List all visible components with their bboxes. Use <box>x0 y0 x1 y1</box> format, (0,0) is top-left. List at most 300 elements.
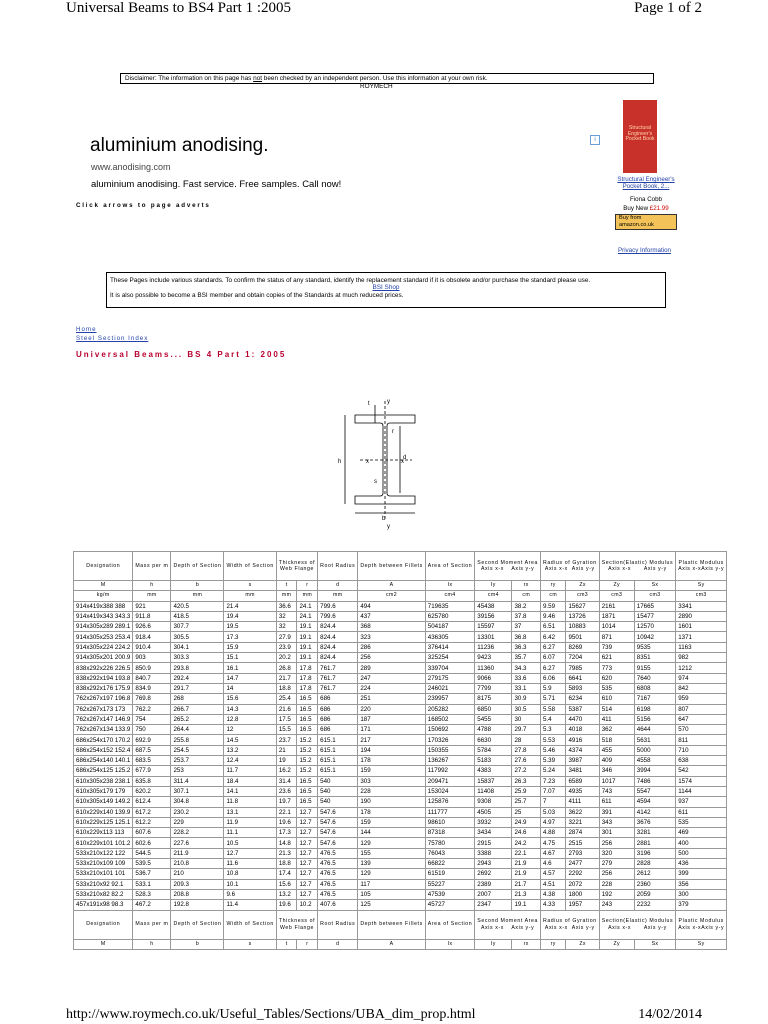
table-cell: 10883 <box>566 622 599 632</box>
table-cell: 12.7 <box>297 807 318 817</box>
table-cell: 6198 <box>634 704 675 714</box>
table-cell: 159 <box>358 817 425 827</box>
designation-cell: 762x267x147 146.9 <box>74 714 133 724</box>
table-cell: 2692 <box>475 869 512 879</box>
table-cell: 32 <box>276 622 297 632</box>
header-unit-cell: cm3 <box>599 591 634 601</box>
table-cell: 2915 <box>475 838 512 848</box>
table-cell: 14 <box>224 683 276 693</box>
table-cell: 20.2 <box>276 653 297 663</box>
table-cell: 45727 <box>425 900 474 910</box>
table-cell: 19.5 <box>224 622 276 632</box>
table-cell: 23.9 <box>276 642 297 652</box>
designation-cell: 610x229x125 125.1 <box>74 817 133 827</box>
footer-symbol-cell: M <box>74 939 133 949</box>
table-cell: 5631 <box>634 735 675 745</box>
table-cell: 769.8 <box>133 694 171 704</box>
table-cell: 16.5 <box>297 714 318 724</box>
table-cell: 799.6 <box>318 611 358 621</box>
table-cell: 750 <box>133 725 171 735</box>
designation-cell: 610x305x179 179 <box>74 786 133 796</box>
table-cell: 542 <box>676 766 727 776</box>
table-cell: 30.9 <box>512 694 541 704</box>
designation-cell: 762x267x173 173 <box>74 704 133 714</box>
column-sub-label: Axis x-x <box>608 566 632 572</box>
footer-column-header <box>676 910 727 939</box>
table-cell: 420.5 <box>171 601 224 611</box>
header-unit-cell: cm3 <box>676 591 727 601</box>
table-cell: 10.2 <box>297 900 318 910</box>
table-cell: 926.6 <box>133 622 171 632</box>
table-cell: 11.4 <box>224 900 276 910</box>
table-cell: 7985 <box>566 663 599 673</box>
table-cell: 253 <box>171 766 224 776</box>
table-row <box>74 601 727 611</box>
table-cell: 824.4 <box>318 642 358 652</box>
table-cell: 8175 <box>475 694 512 704</box>
table-cell: 504187 <box>425 622 474 632</box>
table-cell: 27.2 <box>512 766 541 776</box>
table-cell: 37.8 <box>512 611 541 621</box>
advert-banner[interactable] <box>80 133 600 195</box>
footer-symbol-cell: r <box>297 939 318 949</box>
table-cell: 19.1 <box>297 632 318 642</box>
table-cell: 5.03 <box>540 807 566 817</box>
table-cell: 719635 <box>425 601 474 611</box>
table-cell: 168502 <box>425 714 474 724</box>
table-cell: 5.4 <box>540 714 566 724</box>
table-cell: 687.5 <box>133 745 171 755</box>
table-cell: 150692 <box>425 725 474 735</box>
table-cell: 15.2 <box>297 745 318 755</box>
table-cell: 307.7 <box>171 622 224 632</box>
column-group-label: Second Moment Area <box>477 918 538 925</box>
bsi-shop-link[interactable]: BSI Shop <box>372 284 400 292</box>
table-cell: 2612 <box>634 869 675 879</box>
table-cell: 5.3 <box>540 725 566 735</box>
table-cell: 19.6 <box>276 817 297 827</box>
table-cell: 621 <box>599 653 634 663</box>
table-cell: 105 <box>358 889 425 899</box>
table-cell: 150355 <box>425 745 474 755</box>
header-symbol-cell: Iy <box>475 581 512 591</box>
table-cell: 12.7 <box>297 817 318 827</box>
table-cell: 254.5 <box>171 745 224 755</box>
header-column-header: Designation <box>74 552 133 581</box>
advert-url[interactable]: www.anodising.com <box>91 162 171 172</box>
table-cell: 5893 <box>566 683 599 693</box>
table-cell: 13.2 <box>224 745 276 755</box>
table-cell: 15627 <box>566 601 599 611</box>
designation-cell: 914x305x289 289.1 <box>74 622 133 632</box>
table-cell: 29.7 <box>512 725 541 735</box>
table-cell: 17.8 <box>297 673 318 683</box>
table-cell: 220 <box>358 704 425 714</box>
table-cell: 4383 <box>475 766 512 776</box>
table-cell: 2515 <box>566 838 599 848</box>
table-cell: 2793 <box>566 848 599 858</box>
column-sub-label: Flange <box>294 566 315 572</box>
table-cell: 617.2 <box>133 807 171 817</box>
table-cell: 32 <box>276 611 297 621</box>
table-cell: 540 <box>318 797 358 807</box>
table-cell: 3987 <box>566 756 599 766</box>
table-cell: 15597 <box>475 622 512 632</box>
page-title: Universal Beams... BS 4 Part 1: 2005 <box>76 350 287 359</box>
table-cell: 2881 <box>634 838 675 848</box>
table-cell: 14.5 <box>224 735 276 745</box>
page-header-title: Universal Beams to BS4 Part 1 :2005 <box>66 0 291 16</box>
table-cell: 12.7 <box>297 869 318 879</box>
table-cell: 1800 <box>566 889 599 899</box>
table-cell: 11.9 <box>224 817 276 827</box>
table-cell: 7640 <box>634 673 675 683</box>
table-cell: 36.6 <box>276 601 297 611</box>
header-symbol-cell: b <box>171 581 224 591</box>
table-cell: 12.7 <box>297 828 318 838</box>
table-cell: 25 <box>512 807 541 817</box>
column-sub-labels <box>543 925 597 931</box>
table-cell: 1601 <box>676 622 727 632</box>
table-cell: 14.1 <box>224 786 276 796</box>
table-cell: 311.4 <box>171 776 224 786</box>
table-cell: 761.7 <box>318 673 358 683</box>
header-column-header: Width of Section <box>224 552 276 581</box>
table-cell: 3341 <box>676 601 727 611</box>
footer-symbol-cell: d <box>318 939 358 949</box>
table-cell: 692.9 <box>133 735 171 745</box>
designation-cell: 533x210x122 122 <box>74 848 133 858</box>
table-cell: 12.7 <box>224 848 276 858</box>
table-cell: 5.46 <box>540 745 566 755</box>
header-symbol-cell: Sx <box>634 581 675 591</box>
i-beam-section-diagram <box>330 393 440 541</box>
table-cell: 16.5 <box>297 704 318 714</box>
column-sub-label: Axis x-x <box>480 924 504 931</box>
designation-cell: 914x305x253 253.4 <box>74 632 133 642</box>
designation-cell: 686x254x125 125.2 <box>74 766 133 776</box>
table-cell: 323 <box>358 632 425 642</box>
table-cell: 256 <box>599 869 634 879</box>
column-sub-label: Axis x-x <box>480 566 504 572</box>
table-cell: 178 <box>358 756 425 766</box>
book-price <box>610 205 682 212</box>
table-cell: 436305 <box>425 632 474 642</box>
table-cell: 547.6 <box>318 838 358 848</box>
table-cell: 325254 <box>425 653 474 663</box>
page-number: Page 1 of 2 <box>634 0 702 16</box>
table-cell: 17665 <box>634 601 675 611</box>
header-column-header: Area of Section <box>425 552 474 581</box>
table-row <box>74 869 727 879</box>
table-cell: 33.1 <box>512 683 541 693</box>
standards-notice-text: These Pages include various standards. To confirm the status of any standard, identify the replacement standard if it is obsolete and/or purchase the standard please use. <box>110 277 591 284</box>
table-cell: 24.2 <box>512 838 541 848</box>
table-cell: 6234 <box>566 694 599 704</box>
table-cell: 17.8 <box>297 683 318 693</box>
table-cell: 3932 <box>475 817 512 827</box>
page-url: http://www.roymech.co.uk/Useful_Tables/Sections/UBA_dim_prop.html <box>66 1007 476 1022</box>
table-cell: 761.7 <box>318 683 358 693</box>
table-cell: 677.9 <box>133 766 171 776</box>
privacy-information-link[interactable]: Privacy Information <box>618 247 671 254</box>
column-group-label: Plastic Modulus <box>678 559 724 566</box>
designation-cell: 610x229x101 101.2 <box>74 838 133 848</box>
table-cell: 247 <box>358 673 425 683</box>
table-cell: 117992 <box>425 766 474 776</box>
table-cell: 66822 <box>425 859 474 869</box>
buy-from-amazon-button[interactable]: Buy from amazon.co.uk <box>615 214 677 230</box>
table-cell: 26.8 <box>276 663 297 673</box>
table-cell: 31.4 <box>276 776 297 786</box>
table-cell: 27.9 <box>276 632 297 642</box>
table-cell: 15.9 <box>224 642 276 652</box>
table-cell: 144 <box>358 828 425 838</box>
designation-cell: 533x210x109 109 <box>74 859 133 869</box>
table-row <box>74 673 727 683</box>
table-cell: 391 <box>599 807 634 817</box>
table-cell: 10.1 <box>224 879 276 889</box>
table-cell: 1014 <box>599 622 634 632</box>
table-cell: 26.3 <box>512 776 541 786</box>
table-cell: 7204 <box>566 653 599 663</box>
header-unit-cell: cm4 <box>425 591 474 601</box>
table-cell: 2360 <box>634 879 675 889</box>
table-cell: 3676 <box>634 817 675 827</box>
table-cell: 37 <box>512 622 541 632</box>
table-cell: 117 <box>358 879 425 889</box>
table-cell: 286 <box>358 642 425 652</box>
table-cell: 469 <box>676 828 727 838</box>
table-cell: 5.53 <box>540 735 566 745</box>
table-cell: 3481 <box>566 766 599 776</box>
table-cell: 15477 <box>634 611 675 621</box>
book-cover-image[interactable] <box>623 100 657 173</box>
table-row <box>74 683 727 693</box>
table-cell: 4.67 <box>540 848 566 858</box>
table-cell: 8351 <box>634 653 675 663</box>
header-column-header <box>599 552 676 581</box>
footer-symbol-cell: Iy <box>475 939 512 949</box>
column-sub-label: Axis y-y <box>643 924 667 931</box>
table-cell: 346 <box>599 766 634 776</box>
table-cell: 5387 <box>566 704 599 714</box>
table-cell: 98610 <box>425 817 474 827</box>
table-cell: 9.46 <box>540 611 566 621</box>
table-cell: 6589 <box>566 776 599 786</box>
table-cell: 540 <box>318 786 358 796</box>
table-row <box>74 642 727 652</box>
table-cell: 35.7 <box>512 653 541 663</box>
table-cell: 253.7 <box>171 756 224 766</box>
table-cell: 743 <box>599 786 634 796</box>
table-cell: 25.9 <box>512 786 541 796</box>
book-title-link[interactable]: Structural Engineer's Pocket Book, 2... <box>617 176 675 190</box>
column-sub-labels <box>477 566 538 572</box>
table-cell: 400 <box>676 838 727 848</box>
table-cell: 6.51 <box>540 622 566 632</box>
table-cell: 5.71 <box>540 694 566 704</box>
table-cell: 4.38 <box>540 889 566 899</box>
table-cell: 15.2 <box>297 766 318 776</box>
table-cell: 911.8 <box>133 611 171 621</box>
table-cell: 6641 <box>566 673 599 683</box>
label-y-top: y <box>387 399 390 405</box>
header-unit-cell: mm <box>224 591 276 601</box>
table-cell: 638 <box>676 756 727 766</box>
table-cell: 362 <box>599 725 634 735</box>
table-cell: 34.3 <box>512 663 541 673</box>
table-cell: 303.3 <box>171 653 224 663</box>
table-cell: 155 <box>358 848 425 858</box>
advert-description: aluminium anodising. Fast service. Free samples. Call now! <box>91 179 342 190</box>
table-cell: 9.59 <box>540 601 566 611</box>
table-cell: 24.9 <box>512 817 541 827</box>
column-sub-labels <box>678 925 724 931</box>
home-link[interactable]: Home <box>76 326 97 333</box>
label-x-left: x <box>366 459 369 465</box>
table-row <box>74 776 727 786</box>
header-column-header: Depth between Fillets <box>358 552 425 581</box>
table-cell: 303 <box>358 776 425 786</box>
designation-cell: 610x229x140 139.9 <box>74 807 133 817</box>
table-cell: 13.2 <box>276 889 297 899</box>
table-cell: 210 <box>171 869 224 879</box>
table-cell: 292.4 <box>171 673 224 683</box>
table-cell: 6.07 <box>540 653 566 663</box>
table-cell: 602.6 <box>133 838 171 848</box>
footer-symbol-cell: h <box>133 939 171 949</box>
table-cell: 19.1 <box>297 653 318 663</box>
footer-symbol-cell: Zy <box>599 939 634 949</box>
footer-column-header: Width of Section <box>224 910 276 939</box>
table-cell: 27.8 <box>512 745 541 755</box>
table-cell: 5.9 <box>540 683 566 693</box>
table-row <box>74 797 727 807</box>
table-cell: 4111 <box>566 797 599 807</box>
disclaimer-text-end: been checked by an independent person. Use this information at your own risk. <box>262 75 488 82</box>
footer-symbol-cell: Sx <box>634 939 675 949</box>
table-cell: 256 <box>599 838 634 848</box>
column-sub-labels <box>602 566 674 572</box>
column-sub-labels <box>543 566 597 572</box>
table-cell: 610 <box>599 694 634 704</box>
table-cell: 208.8 <box>171 889 224 899</box>
table-cell: 129 <box>358 869 425 879</box>
table-cell: 7.23 <box>540 776 566 786</box>
table-cell: 18.8 <box>276 859 297 869</box>
table-cell: 2389 <box>475 879 512 889</box>
table-cell: 5.24 <box>540 766 566 776</box>
table-cell: 903 <box>133 653 171 663</box>
header-column-header: Depth of Section <box>171 552 224 581</box>
table-cell: 910.4 <box>133 642 171 652</box>
table-cell: 625780 <box>425 611 474 621</box>
table-cell: 307.1 <box>171 786 224 796</box>
table-cell: 824.4 <box>318 632 358 642</box>
footer-column-header: Area of Section <box>425 910 474 939</box>
table-cell: 28 <box>512 735 541 745</box>
table-cell: 686 <box>318 694 358 704</box>
designation-cell: 686x254x152 152.4 <box>74 745 133 755</box>
table-cell: 5455 <box>475 714 512 724</box>
table-cell: 14.8 <box>276 838 297 848</box>
table-cell: 23.7 <box>276 735 297 745</box>
table-cell: 139 <box>358 859 425 869</box>
column-group-label: Radius of Gyration <box>542 559 597 566</box>
table-cell: 256 <box>358 653 425 663</box>
table-cell: 3281 <box>634 828 675 838</box>
table-cell: 23.6 <box>276 786 297 796</box>
table-cell: 21.3 <box>512 889 541 899</box>
disclaimer-text: Disclaimer: The information on this page has <box>125 75 254 82</box>
table-cell: 834.9 <box>133 683 171 693</box>
table-cell: 36.8 <box>512 632 541 642</box>
steel-section-index-link[interactable]: Steel Section Index <box>76 335 149 342</box>
table-cell: 125876 <box>425 797 474 807</box>
table-cell: 8269 <box>566 642 599 652</box>
adchoices-icon[interactable]: i <box>590 135 600 145</box>
table-cell: 22.1 <box>512 848 541 858</box>
table-cell: 301 <box>599 828 634 838</box>
table-cell: 10942 <box>634 632 675 642</box>
table-cell: 1957 <box>566 900 599 910</box>
table-cell: 30 <box>512 714 541 724</box>
column-group-label: Thickness of <box>278 918 316 925</box>
designation-cell: 914x305x224 224.2 <box>74 642 133 652</box>
footer-symbol-cell: Sy <box>676 939 727 949</box>
table-cell: 19.1 <box>297 642 318 652</box>
designation-cell: 610x305x149 149.2 <box>74 797 133 807</box>
header-symbol-cell: ry <box>540 581 566 591</box>
table-cell: 12.7 <box>297 859 318 869</box>
table-cell: 4594 <box>634 797 675 807</box>
header-unit-cell: mm <box>297 591 318 601</box>
designation-cell: 533x210x92 92.1 <box>74 879 133 889</box>
footer-symbol-cell: A <box>358 939 425 949</box>
table-cell: 4.51 <box>540 879 566 889</box>
header-symbol-cell: s <box>224 581 276 591</box>
table-cell: 18.8 <box>276 683 297 693</box>
table-cell: 611 <box>599 797 634 807</box>
table-cell: 4374 <box>566 745 599 755</box>
table-cell: 14.7 <box>224 673 276 683</box>
table-row <box>74 725 727 735</box>
label-d: d <box>403 455 407 461</box>
table-cell: 17.4 <box>276 869 297 879</box>
table-cell: 13301 <box>475 632 512 642</box>
footer-symbol-cell: Zx <box>566 939 599 949</box>
designation-cell: 838x292x194 193.8 <box>74 673 133 683</box>
table-cell: 289 <box>358 663 425 673</box>
table-cell: 1871 <box>599 611 634 621</box>
table-cell: 19.1 <box>512 900 541 910</box>
table-cell: 265.2 <box>171 714 224 724</box>
table-row <box>74 859 727 869</box>
advert-title[interactable]: aluminium anodising. <box>90 135 269 156</box>
table-row <box>74 889 727 899</box>
table-cell: 15.5 <box>276 725 297 735</box>
table-cell: 611 <box>676 807 727 817</box>
header-unit-cell: mm <box>133 591 171 601</box>
table-cell: 547.6 <box>318 817 358 827</box>
table-cell: 6.42 <box>540 632 566 642</box>
table-cell: 304.1 <box>171 642 224 652</box>
header-symbol-cell: t <box>276 581 297 591</box>
table-cell: 547.6 <box>318 828 358 838</box>
table-cell: 229 <box>171 817 224 827</box>
header-symbol-cell: d <box>318 581 358 591</box>
